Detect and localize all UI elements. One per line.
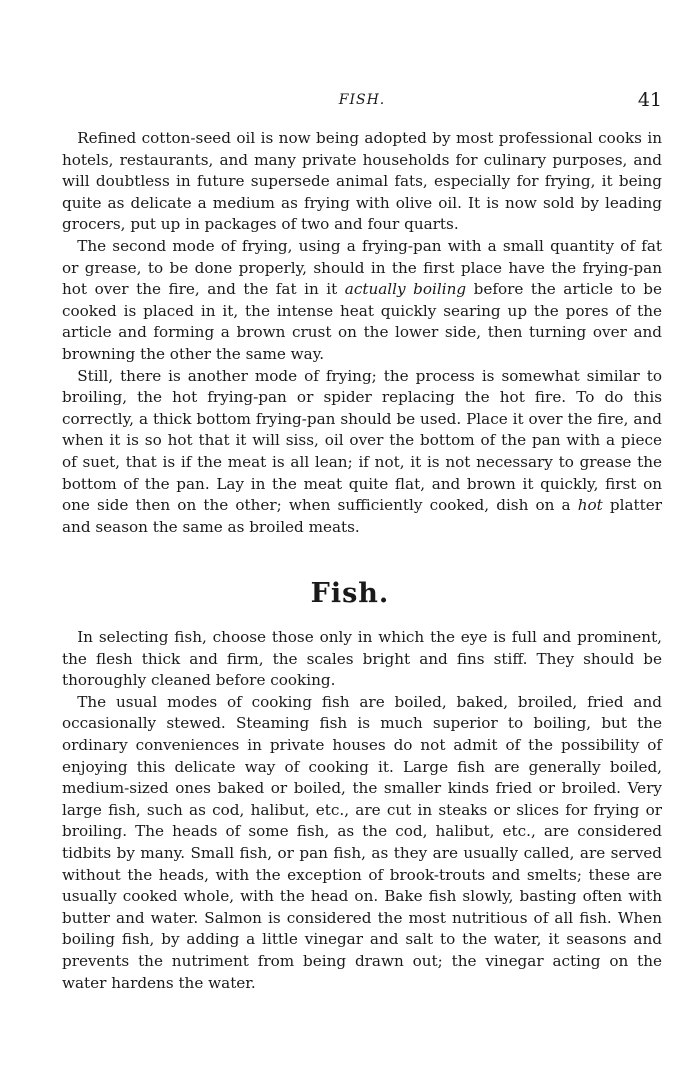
paragraph-second-mode [62,236,662,366]
italic-emphasis: hot [577,496,603,515]
paragraph-text: before the article to be cooked is placed in it, the intense heat quickly searing up the pores of the article and forming a brown crust on the lower side, then turning over and browning the other the same way. [62,280,662,363]
paragraph-cottonseed-oil [62,128,662,236]
paragraph-third-mode [62,366,662,539]
italic-emphasis: actually boiling [344,280,467,299]
paragraph-text: In selecting fish, choose those only in which the eye is full and prominent, the flesh thick and firm, the scales bright and fins stiff. They should be thoroughly cleaned before cooking. [62,628,662,690]
paragraph-text: The second mode of frying, using a frying-pan with a small quantity of fat or grease, to be done properly, should in the first place have the frying-pan hot over the fire, and the fat in it [62,236,662,299]
frying-text-block [62,128,662,538]
fish-text-block [62,627,662,994]
running-title: FISH. [338,92,386,108]
paragraph-text: Refined cotton-seed oil is now being adopted by most professional cooks in hotels, restaurants, and many private households for culinary purposes, and will doubtless in future supersede animal fats, especially for frying, it being quite as delicate a medium as frying with olive oil. It is now sold by leading grocers, put up in packages of two and four quarts. [62,129,662,234]
paragraph-selecting-fish [62,627,662,692]
paragraph-text: platter and season the same as broiled meats. [62,496,662,536]
paragraph-cooking-modes [62,692,662,994]
page-number: 41 [637,89,662,111]
running-head [62,89,662,114]
section-heading: Fish. [310,578,390,609]
paragraph-text: The usual modes of cooking fish are boiled, baked, broiled, fried and occasionally stewed. Steaming fish is much superior to boiling, but the ordinary conveniences in private houses do not admit of the possibility of enjoying this delicate way of cooking it. Large fish are generally boiled, medium-sized ones baked or boiled, the smaller kinds fried or broiled. Very large fish, such as cod, halibut, etc., are cut in steaks or slices for frying or broiling. The heads of some fish, as the cod, halibut, etc., are considered tidbits by many. Small fish, or pan fish, as they are usually called, are served without the heads, with the exception of brook-trouts and smelts; these are usually cooked whole, with the head on. Bake fish slowly, basting often with butter and water. Salmon is considered the most nutritious of all fish. When boiling fish, by adding a little vinegar and salt to the water, it seasons and prevents the nutriment from being drawn out; the vinegar acting on the water hardens the water. [62,692,662,992]
paragraph-text: Still, there is another mode of frying; the process is somewhat similar to broiling, the hot frying-pan or spider replacing the hot fire. To do this correctly, a thick bottom frying-pan should be used. Place it over the fire, and when it is so hot that it will siss, oil over the bottom of the pan with a piece of suet, that is if the meat is all lean; if not, it is not necessary to grease the bottom of the pan. Lay in the meat quite flat, and brown it quickly, first on one side then on the other; when sufficiently cooked, dish on a [62,366,662,515]
